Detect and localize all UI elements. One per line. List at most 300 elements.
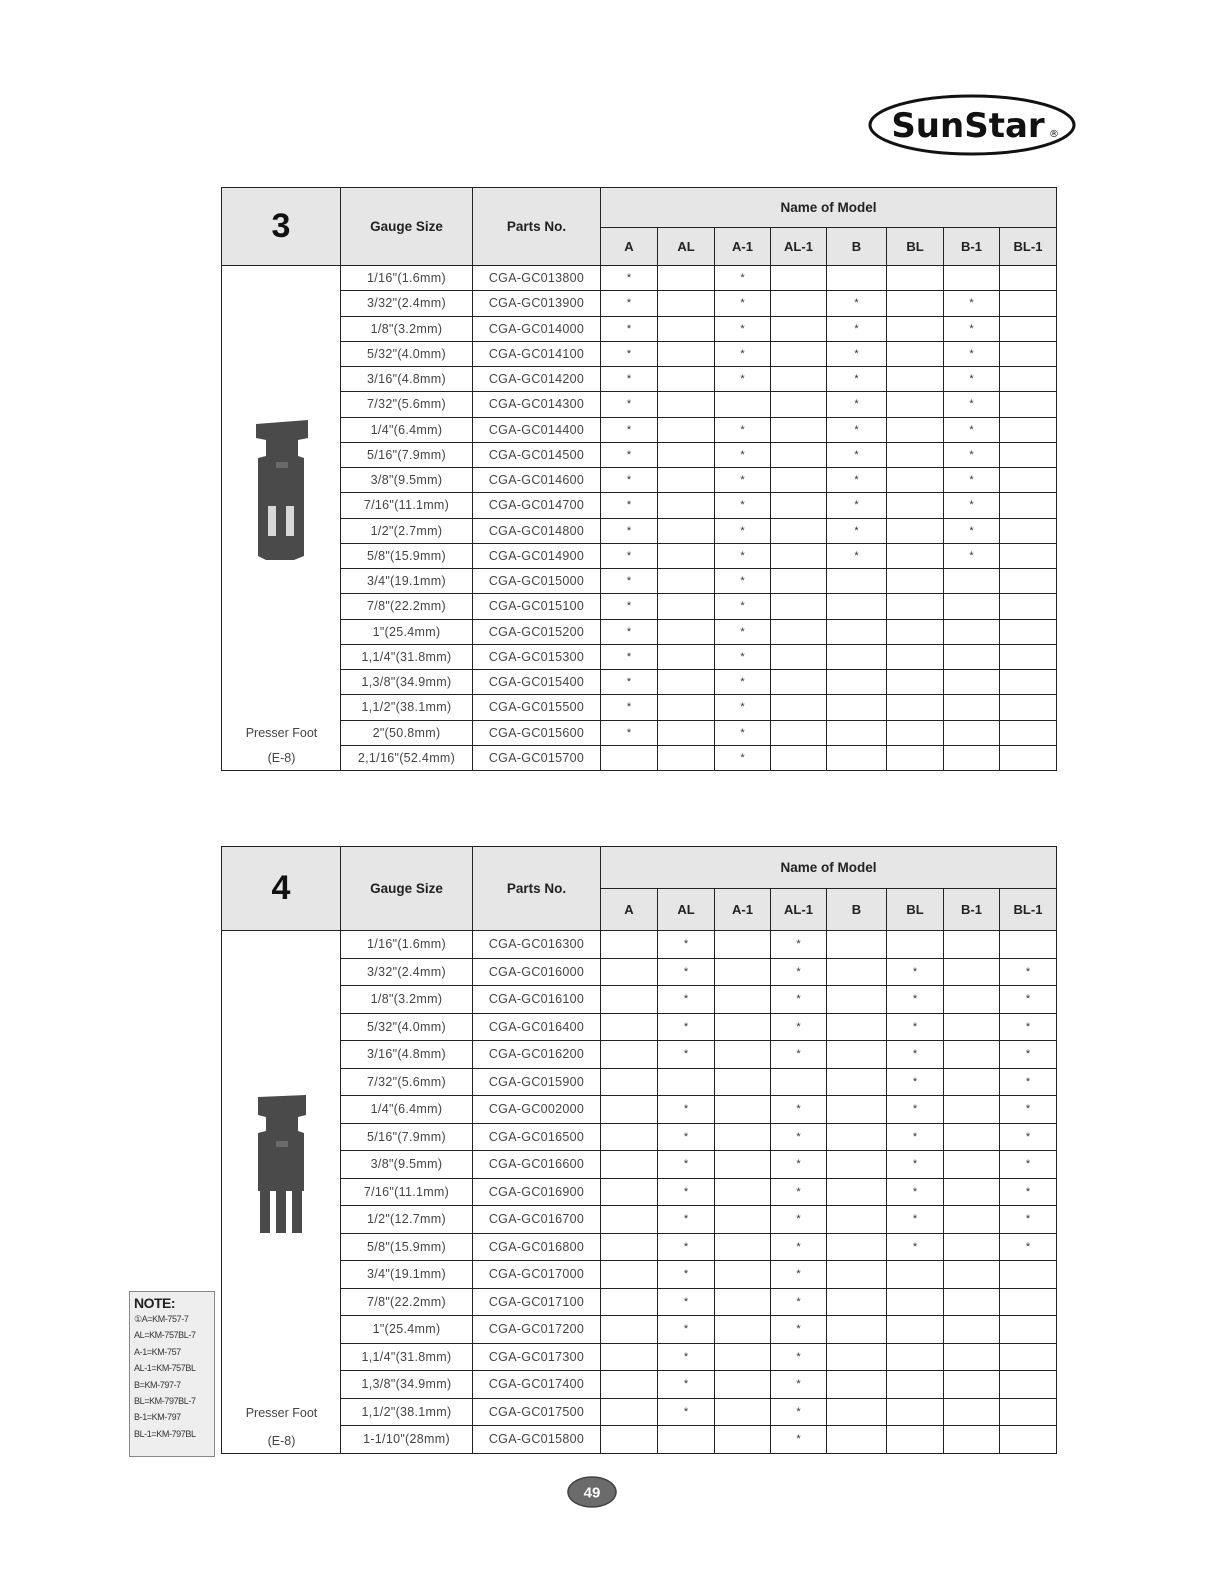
model-mark-a: * xyxy=(601,518,658,543)
model-mark-a-1 xyxy=(715,1398,771,1426)
table-row xyxy=(222,367,1057,392)
table-row xyxy=(222,1343,1057,1371)
table-row xyxy=(222,543,1057,568)
model-mark-bl: * xyxy=(887,1041,944,1069)
model-mark-al xyxy=(658,745,715,770)
model-mark-al: * xyxy=(658,1316,715,1344)
model-mark-bl xyxy=(887,569,944,594)
model-header-al-1: AL-1 xyxy=(771,228,827,266)
model-mark-bl-1 xyxy=(1000,316,1057,341)
model-mark-a-1 xyxy=(715,1206,771,1234)
model-mark-al-1 xyxy=(771,644,827,669)
model-mark-al: * xyxy=(658,1398,715,1426)
model-mark-bl xyxy=(887,518,944,543)
parts-table-section-4 xyxy=(221,846,1057,1454)
model-mark-bl xyxy=(887,1343,944,1371)
note-line: ①A=KM-757-7 xyxy=(134,1314,189,1324)
model-header-b-1: B-1 xyxy=(944,228,1000,266)
model-mark-a xyxy=(601,986,658,1014)
model-mark-b-1 xyxy=(944,1288,1000,1316)
parts-no-cell: CGA-GC015200 xyxy=(473,619,601,644)
model-mark-al: * xyxy=(658,1123,715,1151)
parts-no-cell: CGA-GC015400 xyxy=(473,670,601,695)
gauge-size-cell: 1,1/4"(31.8mm) xyxy=(341,644,473,669)
parts-no-cell: CGA-GC015700 xyxy=(473,745,601,770)
model-mark-b-1 xyxy=(944,670,1000,695)
table-row xyxy=(222,986,1057,1014)
model-mark-a: * xyxy=(601,493,658,518)
model-mark-a xyxy=(601,1316,658,1344)
model-mark-b-1 xyxy=(944,931,1000,959)
table-row xyxy=(222,1096,1057,1124)
model-mark-a-1: * xyxy=(715,619,771,644)
model-mark-b-1: * xyxy=(944,316,1000,341)
model-mark-bl xyxy=(887,1398,944,1426)
parts-no-cell: CGA-GC016700 xyxy=(473,1206,601,1234)
model-mark-a-1: * xyxy=(715,341,771,366)
parts-no-cell: CGA-GC014900 xyxy=(473,543,601,568)
parts-no-cell: CGA-GC014300 xyxy=(473,392,601,417)
model-mark-b-1 xyxy=(944,569,1000,594)
model-mark-a-1: * xyxy=(715,695,771,720)
model-mark-a xyxy=(601,1151,658,1179)
model-mark-a: * xyxy=(601,543,658,568)
table-row xyxy=(222,417,1057,442)
model-mark-al xyxy=(658,543,715,568)
model-mark-b xyxy=(827,695,887,720)
model-mark-bl xyxy=(887,670,944,695)
gauge-size-cell: 3/16"(4.8mm) xyxy=(341,367,473,392)
model-mark-b: * xyxy=(827,392,887,417)
model-mark-bl-1 xyxy=(1000,468,1057,493)
model-mark-al xyxy=(658,644,715,669)
model-mark-a-1: * xyxy=(715,670,771,695)
model-mark-b xyxy=(827,1398,887,1426)
model-mark-a xyxy=(601,1426,658,1454)
parts-no-cell: CGA-GC016600 xyxy=(473,1151,601,1179)
model-mark-al-1 xyxy=(771,316,827,341)
model-mark-bl-1 xyxy=(1000,644,1057,669)
model-mark-b-1 xyxy=(944,720,1000,745)
model-mark-al-1: * xyxy=(771,1013,827,1041)
model-mark-al-1: * xyxy=(771,1316,827,1344)
table-row xyxy=(222,1123,1057,1151)
table-row xyxy=(222,594,1057,619)
gauge-size-cell: 1,3/8"(34.9mm) xyxy=(341,670,473,695)
model-mark-bl: * xyxy=(887,1096,944,1124)
model-mark-a: * xyxy=(601,417,658,442)
name-of-model-header: Name of Model xyxy=(601,847,1057,889)
model-mark-bl: * xyxy=(887,1151,944,1179)
model-mark-b xyxy=(827,670,887,695)
model-mark-a-1 xyxy=(715,1151,771,1179)
gauge-size-cell: 3/4"(19.1mm) xyxy=(341,1261,473,1289)
model-header-a-1: A-1 xyxy=(715,889,771,931)
model-mark-al xyxy=(658,316,715,341)
model-mark-b xyxy=(827,931,887,959)
model-mark-a: * xyxy=(601,367,658,392)
table-row xyxy=(222,1316,1057,1344)
model-mark-a: * xyxy=(601,468,658,493)
model-mark-b-1: * xyxy=(944,341,1000,366)
model-mark-al-1: * xyxy=(771,1041,827,1069)
table-row xyxy=(222,644,1057,669)
model-mark-bl-1 xyxy=(1000,341,1057,366)
model-mark-al xyxy=(658,417,715,442)
model-mark-b xyxy=(827,1041,887,1069)
model-mark-b-1 xyxy=(944,1178,1000,1206)
model-mark-bl xyxy=(887,720,944,745)
model-mark-bl-1: * xyxy=(1000,958,1057,986)
model-mark-a xyxy=(601,958,658,986)
model-mark-a-1: * xyxy=(715,468,771,493)
model-mark-bl: * xyxy=(887,1233,944,1261)
table-row xyxy=(222,670,1057,695)
model-mark-a-1: * xyxy=(715,518,771,543)
model-mark-al xyxy=(658,493,715,518)
model-mark-bl-1: * xyxy=(1000,1013,1057,1041)
parts-no-cell: CGA-GC016200 xyxy=(473,1041,601,1069)
name-of-model-header: Name of Model xyxy=(601,188,1057,228)
model-mark-a-1: * xyxy=(715,745,771,770)
model-mark-bl xyxy=(887,341,944,366)
model-mark-bl-1 xyxy=(1000,1426,1057,1454)
model-mark-bl xyxy=(887,1316,944,1344)
model-mark-b-1 xyxy=(944,1123,1000,1151)
model-mark-a xyxy=(601,1206,658,1234)
model-mark-bl-1 xyxy=(1000,931,1057,959)
page-number: 49 xyxy=(583,1484,601,1502)
model-mark-bl-1 xyxy=(1000,1261,1057,1289)
sunstar-logo xyxy=(868,93,1077,158)
model-mark-al-1: * xyxy=(771,1096,827,1124)
gauge-size-cell: 5/32"(4.0mm) xyxy=(341,341,473,366)
model-mark-a-1 xyxy=(715,958,771,986)
model-mark-bl-1 xyxy=(1000,518,1057,543)
model-mark-b-1 xyxy=(944,1398,1000,1426)
model-mark-b: * xyxy=(827,316,887,341)
gauge-size-cell: 2"(50.8mm) xyxy=(341,720,473,745)
model-mark-al-1 xyxy=(771,367,827,392)
parts-no-cell: CGA-GC017400 xyxy=(473,1371,601,1399)
model-header-b: B xyxy=(827,889,887,931)
model-mark-a: * xyxy=(601,266,658,291)
model-mark-a xyxy=(601,1068,658,1096)
parts-no-cell: CGA-GC014600 xyxy=(473,468,601,493)
model-mark-b-1 xyxy=(944,1096,1000,1124)
model-mark-b xyxy=(827,1068,887,1096)
model-mark-b: * xyxy=(827,367,887,392)
parts-no-cell: CGA-GC017500 xyxy=(473,1398,601,1426)
model-mark-bl xyxy=(887,619,944,644)
model-mark-b: * xyxy=(827,518,887,543)
model-mark-bl: * xyxy=(887,1206,944,1234)
section-number: 4 xyxy=(222,847,341,931)
gauge-size-cell: 5/16"(7.9mm) xyxy=(341,442,473,467)
model-mark-bl-1 xyxy=(1000,1288,1057,1316)
model-mark-bl-1 xyxy=(1000,493,1057,518)
model-header-a-1: A-1 xyxy=(715,228,771,266)
table-row xyxy=(222,291,1057,316)
model-mark-b xyxy=(827,1178,887,1206)
model-mark-b-1: * xyxy=(944,291,1000,316)
model-header-a: A xyxy=(601,228,658,266)
presser-foot-image xyxy=(254,1091,312,1239)
gauge-size-cell: 5/16"(7.9mm) xyxy=(341,1123,473,1151)
gauge-size-cell: 7/16"(11.1mm) xyxy=(341,493,473,518)
gauge-size-cell: 5/32"(4.0mm) xyxy=(341,1013,473,1041)
model-mark-a-1: * xyxy=(715,569,771,594)
presser-foot-caption: Presser Foot xyxy=(245,725,318,740)
model-mark-a-1: * xyxy=(715,594,771,619)
model-mark-a-1 xyxy=(715,1096,771,1124)
model-mark-b-1 xyxy=(944,1206,1000,1234)
model-mark-bl: * xyxy=(887,1068,944,1096)
model-mark-bl: * xyxy=(887,1013,944,1041)
registered-mark: ® xyxy=(1049,129,1059,140)
model-mark-b: * xyxy=(827,417,887,442)
presser-foot-photo-cell xyxy=(222,266,341,771)
table-row xyxy=(222,1288,1057,1316)
model-mark-b-1 xyxy=(944,695,1000,720)
gauge-size-cell: 1,3/8"(34.9mm) xyxy=(341,1371,473,1399)
parts-no-cell: CGA-GC015600 xyxy=(473,720,601,745)
model-mark-al-1 xyxy=(771,468,827,493)
model-mark-b-1: * xyxy=(944,543,1000,568)
model-mark-al xyxy=(658,594,715,619)
model-mark-b-1 xyxy=(944,1426,1000,1454)
model-mark-bl-1 xyxy=(1000,266,1057,291)
parts-no-cell: CGA-GC015900 xyxy=(473,1068,601,1096)
model-header-bl: BL xyxy=(887,228,944,266)
model-mark-b xyxy=(827,569,887,594)
model-mark-bl: * xyxy=(887,1123,944,1151)
table-row xyxy=(222,341,1057,366)
parts-no-cell: CGA-GC016900 xyxy=(473,1178,601,1206)
table-row xyxy=(222,1013,1057,1041)
model-mark-al-1: * xyxy=(771,931,827,959)
model-mark-b xyxy=(827,644,887,669)
model-mark-bl-1 xyxy=(1000,392,1057,417)
model-mark-b-1: * xyxy=(944,493,1000,518)
model-mark-a-1: * xyxy=(715,442,771,467)
model-mark-bl xyxy=(887,1288,944,1316)
parts-table-section-3 xyxy=(221,187,1057,771)
model-mark-b xyxy=(827,594,887,619)
model-mark-al xyxy=(658,619,715,644)
model-mark-al-1 xyxy=(771,720,827,745)
model-mark-a-1: * xyxy=(715,493,771,518)
model-mark-al xyxy=(658,392,715,417)
model-mark-b xyxy=(827,619,887,644)
table-row xyxy=(222,442,1057,467)
parts-no-cell: CGA-GC015500 xyxy=(473,695,601,720)
model-mark-a: * xyxy=(601,291,658,316)
model-mark-b xyxy=(827,720,887,745)
model-mark-a-1: * xyxy=(715,266,771,291)
model-mark-b-1 xyxy=(944,958,1000,986)
model-mark-b-1 xyxy=(944,1316,1000,1344)
model-mark-al-1 xyxy=(771,442,827,467)
model-mark-al xyxy=(658,468,715,493)
model-mark-b xyxy=(827,266,887,291)
model-mark-al-1 xyxy=(771,266,827,291)
model-mark-al-1: * xyxy=(771,1123,827,1151)
model-mark-al xyxy=(658,442,715,467)
model-mark-a: * xyxy=(601,569,658,594)
parts-no-cell: CGA-GC013800 xyxy=(473,266,601,291)
model-mark-bl-1 xyxy=(1000,619,1057,644)
model-mark-a: * xyxy=(601,619,658,644)
gauge-size-cell: 1/8"(3.2mm) xyxy=(341,316,473,341)
gauge-size-cell: 7/32"(5.6mm) xyxy=(341,1068,473,1096)
model-mark-b-1: * xyxy=(944,367,1000,392)
model-mark-al: * xyxy=(658,1013,715,1041)
model-mark-al: * xyxy=(658,1096,715,1124)
model-mark-a-1 xyxy=(715,1068,771,1096)
model-mark-b xyxy=(827,1288,887,1316)
table-row xyxy=(222,392,1057,417)
model-mark-a xyxy=(601,745,658,770)
model-mark-a: * xyxy=(601,442,658,467)
gauge-size-cell: 7/8"(22.2mm) xyxy=(341,1288,473,1316)
gauge-size-cell: 7/8"(22.2mm) xyxy=(341,594,473,619)
parts-no-cell: CGA-GC014800 xyxy=(473,518,601,543)
gauge-size-cell: 1,1/2"(38.1mm) xyxy=(341,695,473,720)
model-mark-bl-1 xyxy=(1000,720,1057,745)
parts-no-cell: CGA-GC017100 xyxy=(473,1288,601,1316)
model-mark-bl-1 xyxy=(1000,543,1057,568)
model-mark-a xyxy=(601,1261,658,1289)
model-mark-a: * xyxy=(601,644,658,669)
table-row xyxy=(222,1151,1057,1179)
table-row xyxy=(222,1371,1057,1399)
model-mark-a-1 xyxy=(715,1261,771,1289)
table-row xyxy=(222,1178,1057,1206)
model-mark-bl xyxy=(887,745,944,770)
model-mark-a xyxy=(601,1398,658,1426)
model-mark-bl: * xyxy=(887,958,944,986)
note-line: B-1=KM-797 xyxy=(134,1412,181,1423)
model-mark-a-1 xyxy=(715,1233,771,1261)
model-mark-bl xyxy=(887,594,944,619)
model-mark-al-1: * xyxy=(771,1288,827,1316)
table-row xyxy=(222,619,1057,644)
model-mark-al xyxy=(658,1426,715,1454)
table-row xyxy=(222,1206,1057,1234)
model-mark-al-1 xyxy=(771,518,827,543)
table-row xyxy=(222,1398,1057,1426)
model-mark-bl xyxy=(887,417,944,442)
model-mark-bl-1 xyxy=(1000,1398,1057,1426)
parts-no-cell: CGA-GC017300 xyxy=(473,1343,601,1371)
note-line: BL-1=KM-797BL xyxy=(134,1428,196,1439)
model-mark-al-1: * xyxy=(771,1233,827,1261)
presser-foot-photo-cell xyxy=(222,931,341,1454)
parts-no-cell: CGA-GC015300 xyxy=(473,644,601,669)
model-mark-bl: * xyxy=(887,986,944,1014)
model-mark-b xyxy=(827,1343,887,1371)
note-line: B=KM-797-7 xyxy=(134,1379,181,1390)
model-mark-bl xyxy=(887,695,944,720)
model-mark-b xyxy=(827,1096,887,1124)
model-mark-b xyxy=(827,1151,887,1179)
model-mark-b: * xyxy=(827,543,887,568)
model-mark-al xyxy=(658,670,715,695)
model-mark-b-1: * xyxy=(944,417,1000,442)
presser-foot-code: (E-8) xyxy=(267,751,296,765)
model-mark-b xyxy=(827,986,887,1014)
table-row xyxy=(222,1261,1057,1289)
parts-no-cell: CGA-GC002000 xyxy=(473,1096,601,1124)
model-mark-a-1 xyxy=(715,1371,771,1399)
model-mark-bl xyxy=(887,468,944,493)
parts-no-cell: CGA-GC014000 xyxy=(473,316,601,341)
model-mark-bl-1: * xyxy=(1000,986,1057,1014)
model-mark-a: * xyxy=(601,695,658,720)
model-mark-a xyxy=(601,1371,658,1399)
model-mark-al: * xyxy=(658,986,715,1014)
model-mark-b-1 xyxy=(944,1151,1000,1179)
table-row xyxy=(222,316,1057,341)
model-mark-bl-1 xyxy=(1000,367,1057,392)
model-mark-b-1 xyxy=(944,644,1000,669)
page-number-badge xyxy=(566,1475,618,1509)
table-row xyxy=(222,1233,1057,1261)
parts-no-cell: CGA-GC016500 xyxy=(473,1123,601,1151)
model-mark-al xyxy=(658,266,715,291)
model-header-a: A xyxy=(601,889,658,931)
model-mark-b: * xyxy=(827,442,887,467)
model-mark-al-1 xyxy=(771,695,827,720)
model-mark-b-1 xyxy=(944,1041,1000,1069)
gauge-size-cell: 1,1/4"(31.8mm) xyxy=(341,1343,473,1371)
model-mark-al-1 xyxy=(771,341,827,366)
parts-no-cell: CGA-GC016000 xyxy=(473,958,601,986)
model-mark-a-1: * xyxy=(715,367,771,392)
model-mark-bl: * xyxy=(887,1178,944,1206)
model-mark-a-1 xyxy=(715,1041,771,1069)
table-row xyxy=(222,958,1057,986)
model-mark-b-1 xyxy=(944,619,1000,644)
model-mark-bl-1: * xyxy=(1000,1041,1057,1069)
model-mark-al-1: * xyxy=(771,1261,827,1289)
gauge-size-cell: 1/2"(2.7mm) xyxy=(341,518,473,543)
gauge-size-cell: 3/8"(9.5mm) xyxy=(341,1151,473,1179)
model-mark-b-1 xyxy=(944,1343,1000,1371)
model-mark-bl-1: * xyxy=(1000,1123,1057,1151)
model-mark-a-1: * xyxy=(715,644,771,669)
model-mark-bl xyxy=(887,493,944,518)
gauge-size-cell: 1/4"(6.4mm) xyxy=(341,417,473,442)
table-row xyxy=(222,695,1057,720)
model-mark-b xyxy=(827,1371,887,1399)
parts-no-cell: CGA-GC015000 xyxy=(473,569,601,594)
model-mark-bl-1 xyxy=(1000,670,1057,695)
model-mark-b xyxy=(827,1426,887,1454)
model-mark-al-1 xyxy=(771,569,827,594)
model-mark-al-1: * xyxy=(771,1371,827,1399)
model-mark-a xyxy=(601,931,658,959)
model-mark-a-1 xyxy=(715,1013,771,1041)
gauge-size-cell: 2,1/16"(52.4mm) xyxy=(341,745,473,770)
gauge-size-header: Gauge Size xyxy=(341,847,473,931)
parts-no-cell: CGA-GC016800 xyxy=(473,1233,601,1261)
model-mark-b: * xyxy=(827,341,887,366)
model-mark-bl-1: * xyxy=(1000,1206,1057,1234)
model-mark-b xyxy=(827,958,887,986)
model-mark-a-1: * xyxy=(715,417,771,442)
